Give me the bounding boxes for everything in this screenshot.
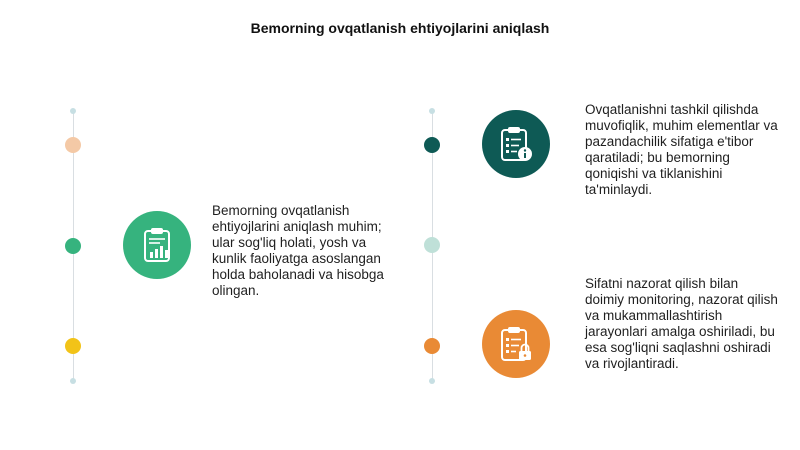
item-1-icon-circle [123,211,191,279]
item-2-text: Ovqatlanishni tashkil qilishda muvofiqlik, muhim elementlar va pazandachilik sifatiga e'tibor qaratiladi; bu bemorning qoniqishi va tiklanishini ta'minlaydi. [585,102,778,197]
left-node-green [65,238,81,254]
clipboard-lock-icon [498,325,534,363]
left-timeline-start-dot [70,108,76,114]
left-timeline-end-dot [70,378,76,384]
clipboard-info-icon [498,125,534,163]
right-node-dark-teal [424,137,440,153]
item-2-icon-circle [482,110,550,178]
right-node-light-teal [424,237,440,253]
item-3-text: Sifatni nazorat qilish bilan doimiy monitoring, nazorat qilish va mukammallashtirish jarayonlari amalga oshiriladi, bu esa sog'liqni saqlashni oshiradi va rivojlantiradi. [585,276,778,371]
left-node-peach [65,137,81,153]
right-timeline-end-dot [429,378,435,384]
diagram-title: Bemorning ovqatlanish ehtiyojlarini aniqlash [250,20,550,36]
item-3-icon-circle [482,310,550,378]
right-timeline-start-dot [429,108,435,114]
left-node-yellow [65,338,81,354]
item-1-text: Bemorning ovqatlanish ehtiyojlarini aniqlash muhim; ular sog'liq holati, yosh va kunlik faoliyatga asoslangan holda baholanadi va hisobga olingan. [212,203,384,298]
clipboard-chart-icon [140,226,174,264]
right-node-orange [424,338,440,354]
